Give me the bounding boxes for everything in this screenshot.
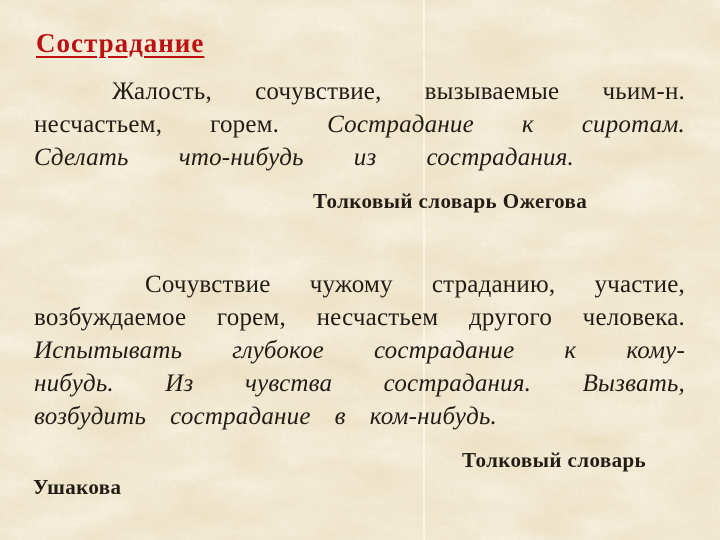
source-ushakov-line-2: Ушакова xyxy=(33,475,122,499)
slide-title: Сострадание xyxy=(36,28,205,58)
ushakov-line-5: возбудить сострадание в ком-нибудь. xyxy=(34,403,497,430)
ozhegov-line-3: Сделать что-нибудь из сострадания. xyxy=(34,144,574,171)
ozhegov-line-1: Жалость, сочувствие, вызываемые чьим-н. xyxy=(112,78,685,105)
ushakov-line-2: возбуждаемое горем, несчастьем другого человека. xyxy=(34,304,685,331)
definition-ozhegov xyxy=(34,75,685,174)
source-ushakov-line-1: Толковый словарь xyxy=(462,448,647,472)
source-ushakov xyxy=(33,447,678,501)
ushakov-line-4: нибудь. Из чувства сострадания. Вызвать, xyxy=(34,370,685,397)
ozhegov-line-2: несчастьем, горем. Сострадание к сиротам. xyxy=(34,111,685,138)
definition-ushakov xyxy=(34,268,685,433)
ushakov-line-3: Испытывать глубокое сострадание к кому- xyxy=(34,337,685,364)
ushakov-line-1: Сочувствие чужому страданию, участие, xyxy=(145,271,685,298)
source-ozhegov: Толковый словарь Ожегова xyxy=(313,189,588,213)
